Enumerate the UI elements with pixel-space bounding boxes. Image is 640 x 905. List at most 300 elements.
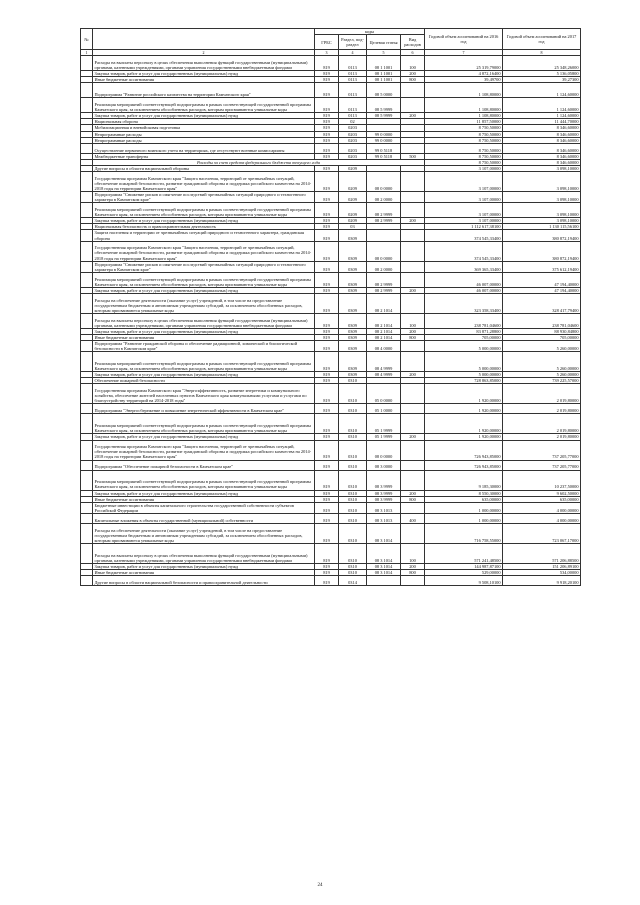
row-number-cell (81, 293, 93, 313)
amount-2016-cell: 39,49700 (425, 77, 503, 83)
exptype-cell (401, 470, 425, 490)
section-cell: 0113 (339, 83, 367, 98)
row-name-cell: Закупка товаров, работ и услуг для государственных (муниципальных) нужд (93, 218, 315, 224)
row-name-cell: Мобилизационная и вневойсковая подготовка (93, 125, 315, 131)
table-row (81, 261, 581, 272)
amount-2016-cell: 635,00000 (425, 496, 503, 502)
row-name-cell: Национальная безопасность и правоохранительная деятельность (93, 224, 315, 230)
exptype-cell: 800 (401, 496, 425, 502)
target-cell: 08 3 9999 (367, 496, 401, 502)
exptype-cell (401, 83, 425, 98)
amount-2017-cell: 8 346,60000 (503, 137, 581, 143)
amount-2017-cell: 8 346,60000 (503, 159, 581, 165)
row-number-cell (81, 414, 93, 434)
amount-2016-cell: 1 112 617,38100 (425, 224, 503, 230)
table-body (81, 56, 581, 586)
grbs-cell: 819 (315, 341, 339, 352)
exptype-cell (401, 341, 425, 352)
amount-2017-cell: 11 444,70000 (503, 119, 581, 125)
amount-2017-cell: 25 348,26000 (503, 56, 581, 71)
row-name-cell: Подпрограмма "Снижение рисков и смягчение последствий чрезвычайных ситуаций природного и техногенного характера в Камчатском крае" (93, 192, 315, 203)
amount-2016-cell: 374 545,33400 (425, 241, 503, 261)
amount-2016-cell: 4 872,16400 (425, 71, 503, 77)
section-cell: 0209 (339, 192, 367, 203)
table-row (81, 192, 581, 203)
grbs-cell: 819 (315, 153, 339, 159)
amount-2016-cell: 374 545,33400 (425, 230, 503, 241)
section-cell: 0209 (339, 218, 367, 224)
target-cell: 08 2 9999 (367, 287, 401, 293)
amount-2016-cell: 1 920,00000 (425, 434, 503, 440)
col-exptype-header: Вид расходов (401, 35, 425, 50)
exptype-cell (401, 272, 425, 287)
table-row (81, 341, 581, 352)
grbs-cell: 819 (315, 71, 339, 77)
target-cell: 08 0 0000 (367, 241, 401, 261)
table-row (81, 98, 581, 113)
amount-2017-cell: 380 872,19400 (503, 230, 581, 241)
table-row (81, 56, 581, 71)
section-cell: 0309 (339, 241, 367, 261)
grbs-cell: 819 (315, 470, 339, 490)
row-name-cell: Иные бюджетные ассигнования (93, 334, 315, 340)
section-cell: 0309 (339, 372, 367, 378)
section-cell: 0310 (339, 523, 367, 543)
row-number-cell (81, 98, 93, 113)
target-cell: 05 1 9999 (367, 434, 401, 440)
grbs-cell: 819 (315, 490, 339, 496)
grbs-cell: 819 (315, 513, 339, 523)
section-cell: 0113 (339, 77, 367, 83)
amount-2016-cell: 46 007,00000 (425, 272, 503, 287)
col-2017-header: Годовой объем ассигнований на 2017 год (503, 29, 581, 50)
target-cell: 08 2 1014 (367, 334, 401, 340)
row-name-cell: Подпрограмма "Развитие гражданской обороны и обеспечение радиационной, химической и биологической безопасности в Камчатском крае" (93, 341, 315, 352)
target-cell: 05 1 9999 (367, 414, 401, 434)
row-name-cell: Межбюджетные трансферты (93, 153, 315, 159)
target-cell: 08 4 9999 (367, 352, 401, 372)
row-name-cell: Подпрограмма "Развитие российского казачества на территории Камчатского края" (93, 83, 315, 98)
section-cell: 0309 (339, 261, 367, 272)
exptype-cell (401, 143, 425, 153)
exptype-cell (401, 293, 425, 313)
row-number-cell (81, 341, 93, 352)
row-number-cell (81, 272, 93, 287)
amount-2017-cell: 151 206,89100 (503, 563, 581, 569)
amount-2017-cell: 1 130 115,56100 (503, 224, 581, 230)
grbs-cell: 819 (315, 230, 339, 241)
row-name-cell: Бюджетные инвестиции в объекты капитального строительства государственной собственности субъектов Российской Федерации (93, 502, 315, 513)
section-cell: 0203 (339, 143, 367, 153)
row-number-cell (81, 241, 93, 261)
amount-2016-cell: 716 758,55000 (425, 523, 503, 543)
amount-2017-cell: 635,00000 (503, 496, 581, 502)
row-name-cell: Закупка товаров, работ и услуг для государственных (муниципальных) нужд (93, 328, 315, 334)
exptype-cell (401, 384, 425, 404)
row-name-cell: Закупка товаров, работ и услуг для государственных (муниципальных) нужд (93, 372, 315, 378)
target-cell: 08 2 0000 (367, 261, 401, 272)
section-cell: 0209 (339, 203, 367, 218)
target-cell: 08 3 1014 (367, 563, 401, 569)
amount-2017-cell: 1 124,60000 (503, 83, 581, 98)
col-section-header: Раздел, под-раздел (339, 35, 367, 50)
row-number-cell (81, 470, 93, 490)
table-row (81, 230, 581, 241)
row-name-cell: Осуществление первичного воинского учета на территориях, где отсутствуют военные комиссариаты (93, 143, 315, 153)
amount-2017-cell: 9 602,50000 (503, 490, 581, 496)
amount-2017-cell: 47 194,40000 (503, 287, 581, 293)
row-name-cell: Закупка товаров, работ и услуг для государственных (муниципальных) нужд (93, 113, 315, 119)
grbs-cell: 819 (315, 496, 339, 502)
exptype-cell (401, 460, 425, 470)
amount-2016-cell: 144 987,87100 (425, 563, 503, 569)
row-number-cell (81, 261, 93, 272)
section-cell: 0310 (339, 490, 367, 496)
target-cell: 08 2 0000 (367, 192, 401, 203)
exptype-cell: 500 (401, 153, 425, 159)
amount-2016-cell: 238 781,04600 (425, 313, 503, 328)
amount-2016-cell: 3 107,00000 (425, 192, 503, 203)
index-cell: 3 (315, 50, 339, 56)
row-name-cell: Подпрограмма "Снижение рисков и смягчение последствий чрезвычайных ситуаций природного и техногенного характера в Камчатском крае" (93, 261, 315, 272)
amount-2017-cell: 1 124,60000 (503, 98, 581, 113)
section-cell: 0310 (339, 496, 367, 502)
exptype-cell: 200 (401, 113, 425, 119)
amount-2017-cell: 10 237,50000 (503, 470, 581, 490)
exptype-cell: 100 (401, 56, 425, 71)
index-cell: 1 (81, 50, 93, 56)
row-number-cell (81, 460, 93, 470)
grbs-cell: 819 (315, 404, 339, 414)
amount-2017-cell: 723 067,17000 (503, 523, 581, 543)
table-row (81, 203, 581, 218)
col-grbs-header: ГРБС (315, 35, 339, 50)
section-cell: 0310 (339, 414, 367, 434)
grbs-cell: 819 (315, 98, 339, 113)
index-cell: 2 (93, 50, 315, 56)
section-cell: 0309 (339, 287, 367, 293)
target-cell: 08 2 1014 (367, 313, 401, 328)
section-cell: 0309 (339, 328, 367, 334)
row-number-cell (81, 203, 93, 218)
exptype-cell: 200 (401, 71, 425, 77)
row-name-cell: Реализация мероприятий соответствующей подпрограммы в рамках соответствующей государственной программы Камчатского края, за исключением обособленных расходов, которым присваиваются уникальные коды (93, 352, 315, 372)
table-row (81, 293, 581, 313)
amount-2016-cell: 726 943,85000 (425, 440, 503, 460)
section-cell: 0203 (339, 137, 367, 143)
target-cell: 08 1 1001 (367, 71, 401, 77)
exptype-cell: 100 (401, 543, 425, 563)
grbs-cell: 819 (315, 570, 339, 576)
row-name-cell: Закупка товаров, работ и услуг для государственных (муниципальных) нужд (93, 434, 315, 440)
row-name-cell: Иные бюджетные ассигнования (93, 570, 315, 576)
target-cell: 08 3 0000 (367, 460, 401, 470)
amount-2016-cell: 726 943,85000 (425, 460, 503, 470)
exptype-cell (401, 98, 425, 113)
exptype-cell: 200 (401, 372, 425, 378)
target-cell: 08 2 9999 (367, 272, 401, 287)
index-cell: 8 (503, 50, 581, 56)
row-name-cell: Обеспечение пожарной безопасности (93, 378, 315, 384)
grbs-cell: 819 (315, 414, 339, 434)
amount-2016-cell: 705,00000 (425, 334, 503, 340)
amount-2017-cell: 1 124,60000 (503, 113, 581, 119)
grbs-cell: 819 (315, 563, 339, 569)
target-cell: 99 0 5118 (367, 153, 401, 159)
grbs-cell: 819 (315, 502, 339, 513)
target-cell: 05 1 0000 (367, 404, 401, 414)
grbs-cell: 819 (315, 293, 339, 313)
amount-2016-cell: 369 365,33400 (425, 261, 503, 272)
target-cell: 08 3 9999 (367, 490, 401, 496)
table-row (81, 440, 581, 460)
amount-2016-cell: 728 863,85000 (425, 378, 503, 384)
section-cell: 0310 (339, 378, 367, 384)
grbs-cell: 819 (315, 218, 339, 224)
row-name-cell: Другие вопросы в области национальной безопасности и правоохранительной деятельности (93, 576, 315, 586)
target-cell: 08 5 9999 (367, 113, 401, 119)
grbs-cell: 819 (315, 137, 339, 143)
grbs-cell: 819 (315, 131, 339, 137)
exptype-cell: 800 (401, 334, 425, 340)
amount-2016-cell: 3 107,00000 (425, 203, 503, 218)
grbs-cell: 819 (315, 241, 339, 261)
row-name-cell: Реализация мероприятий соответствующей подпрограммы в рамках соответствующей государственной программы Камчатского края, за исключением обособленных расходов, которым присваиваются уникальные коды (93, 470, 315, 490)
section-cell: 03 (339, 224, 367, 230)
exptype-cell: 200 (401, 434, 425, 440)
amount-2016-cell: 5 000,00000 (425, 352, 503, 372)
amount-2016-cell: 1 108,80000 (425, 83, 503, 98)
amount-2016-cell: 5 000,00000 (425, 372, 503, 378)
amount-2016-cell: 1 920,00000 (425, 414, 503, 434)
row-name-cell: Непрограммные расходы (93, 137, 315, 143)
row-name-cell: Защита населения и территории от чрезвычайных ситуаций природного и техногенного характера, гражданская оборона (93, 230, 315, 241)
target-cell: 08 5 9999 (367, 98, 401, 113)
target-cell: 99 0 0000 (367, 137, 401, 143)
row-name-cell: Государственная программа Камчатского края "Защита населения, территорий от чрезвычайных ситуаций, обеспечение пожарной безопасности, развитие гражданской обороны и поддержка российского казачества на 2014-2018 годы на территории Камчатского края" (93, 241, 315, 261)
amount-2017-cell: 328 417,79400 (503, 293, 581, 313)
amount-2016-cell: 3 107,00000 (425, 218, 503, 224)
table-row (81, 414, 581, 434)
amount-2017-cell: 739 225,57000 (503, 378, 581, 384)
amount-2017-cell: 534,00000 (503, 570, 581, 576)
exptype-cell: 200 (401, 563, 425, 569)
row-number-cell (81, 523, 93, 543)
amount-2017-cell: 2 019,80000 (503, 384, 581, 404)
amount-2016-cell: 1 920,00000 (425, 384, 503, 404)
row-name-cell: Расходы за счет средств федерального бюджета текущего года (93, 159, 425, 165)
grbs-cell: 819 (315, 378, 339, 384)
grbs-cell: 819 (315, 272, 339, 287)
codes-header: коды (315, 29, 425, 35)
amount-2017-cell: 4 000,00000 (503, 502, 581, 513)
row-number-cell (81, 143, 93, 153)
amount-2016-cell: 5 000,00000 (425, 341, 503, 352)
target-cell: 08 2 1014 (367, 328, 401, 334)
section-cell: 0309 (339, 352, 367, 372)
amount-2016-cell: 3 107,00000 (425, 165, 503, 171)
exptype-cell (401, 241, 425, 261)
section-cell: 0113 (339, 98, 367, 113)
target-cell: 05 0 0000 (367, 384, 401, 404)
amount-2016-cell: 11 857,50000 (425, 119, 503, 125)
amount-2017-cell: 737 205,77000 (503, 460, 581, 470)
section-cell: 0203 (339, 125, 367, 131)
row-number-cell (81, 56, 93, 71)
amount-2017-cell: 737 205,77000 (503, 440, 581, 460)
section-cell: 0309 (339, 293, 367, 313)
section-cell: 0310 (339, 470, 367, 490)
target-cell: 08 3 1013 (367, 513, 401, 523)
amount-2017-cell: 5 260,00000 (503, 352, 581, 372)
table-row (81, 83, 581, 98)
amount-2017-cell: 5 260,00000 (503, 341, 581, 352)
amount-2016-cell: 571 241,48500 (425, 543, 503, 563)
row-name-cell: Расходы на обеспечение деятельности (оказание услуг) учреждений, в том числе на предоставление государственным бюджетным и автономным учреждениям субсидий, за исключением обособленных расходов, которым присваиваются уникальные коды (93, 293, 315, 313)
amount-2017-cell: 88 930,84800 (503, 328, 581, 334)
row-name-cell: Расходы на выплаты персоналу в целях обеспечения выполнения функций государственными (муниципальными) органами, казенными учреждениями, органами управления государственными внебюджетными фондами (93, 313, 315, 328)
amount-2017-cell: 8 346,60000 (503, 131, 581, 137)
table-row (81, 513, 581, 523)
grbs-cell: 819 (315, 77, 339, 83)
amount-2016-cell: 1 920,00000 (425, 404, 503, 414)
target-cell: 08 4 0000 (367, 341, 401, 352)
target-cell: 99 0 0000 (367, 131, 401, 137)
grbs-cell: 819 (315, 83, 339, 98)
row-name-cell: Реализация мероприятий соответствующей подпрограммы в рамках соответствующей государственной программы Камчатского края, за исключением обособленных расходов, которым присваиваются уникальные коды (93, 272, 315, 287)
amount-2017-cell: 39,27300 (503, 77, 581, 83)
target-cell: 08 3 1014 (367, 543, 401, 563)
section-cell: 0309 (339, 341, 367, 352)
grbs-cell: 819 (315, 125, 339, 131)
section-cell: 0203 (339, 153, 367, 159)
amount-2017-cell: 9 918,20100 (503, 576, 581, 586)
target-cell: 08 1 1001 (367, 56, 401, 71)
exptype-cell: 200 (401, 328, 425, 334)
amount-2017-cell: 375 612,19400 (503, 261, 581, 272)
row-number-cell (81, 230, 93, 241)
amount-2017-cell: 8 346,60000 (503, 153, 581, 159)
target-cell: 08 3 1013 (367, 502, 401, 513)
grbs-cell: 819 (315, 434, 339, 440)
row-name-cell: Закупка товаров, работ и услуг для государственных (муниципальных) нужд (93, 563, 315, 569)
row-name-cell: Расходы на обеспечение деятельности (оказание услуг) учреждений, в том числе на предоставление государственным бюджетным и автономным учреждениям субсидий, за исключением обособленных расходов, которым присваиваются уникальные коды (93, 523, 315, 543)
row-number-cell (81, 313, 93, 328)
target-cell: 08 3 9999 (367, 470, 401, 490)
grbs-cell: 819 (315, 372, 339, 378)
section-cell: 02 (339, 119, 367, 125)
amount-2017-cell: 47 194,40000 (503, 272, 581, 287)
table-row (81, 523, 581, 543)
section-cell: 0113 (339, 113, 367, 119)
target-cell: 08 2 9999 (367, 218, 401, 224)
section-cell: 0310 (339, 434, 367, 440)
row-number-cell (81, 192, 93, 203)
exptype-cell (401, 203, 425, 218)
exptype-cell: 400 (401, 513, 425, 523)
amount-2017-cell: 3 098,10000 (503, 192, 581, 203)
section-cell: 0310 (339, 543, 367, 563)
grbs-cell: 819 (315, 56, 339, 71)
col-2016-header: Годовой объем ассигнований на 2016 год (425, 29, 503, 50)
section-cell: 0309 (339, 230, 367, 241)
table-row (81, 460, 581, 470)
row-number-cell (81, 83, 93, 98)
amount-2016-cell: 8 750,50000 (425, 137, 503, 143)
index-cell: 7 (425, 50, 503, 56)
amount-2016-cell: 3 107,00000 (425, 172, 503, 192)
row-name-cell: Другие вопросы в области национальной обороны (93, 165, 315, 171)
amount-2017-cell: 3 098,10000 (503, 203, 581, 218)
exptype-cell: 100 (401, 313, 425, 328)
amount-2017-cell: 8 346,60000 (503, 143, 581, 153)
grbs-cell: 819 (315, 352, 339, 372)
section-cell: 0309 (339, 334, 367, 340)
exptype-cell (401, 352, 425, 372)
exptype-cell: 200 (401, 490, 425, 496)
table-row (81, 241, 581, 261)
index-cell: 6 (401, 50, 425, 56)
exptype-cell (401, 192, 425, 203)
page-number: 24 (317, 883, 323, 888)
row-name-cell: Непрограммные расходы (93, 131, 315, 137)
section-cell: 0113 (339, 71, 367, 77)
row-name-cell: Государственная программа Камчатского края "Энергоэффективность, развитие энергетики и коммунального хозяйства, обеспечение жителей населенных пунктов Камчатского края коммунальными услугами и услугами по благоустройству территорий на 2014-2018 годы" (93, 384, 315, 404)
row-number-cell (81, 576, 93, 586)
grbs-cell: 819 (315, 523, 339, 543)
target-cell: 08 4 9999 (367, 372, 401, 378)
exptype-cell (401, 523, 425, 543)
exptype-cell (401, 261, 425, 272)
amount-2016-cell: 46 007,00000 (425, 287, 503, 293)
amount-2016-cell: 25 319,79000 (425, 56, 503, 71)
table-row (81, 172, 581, 192)
row-name-cell: Закупка товаров, работ и услуг для государственных (муниципальных) нужд (93, 71, 315, 77)
amount-2017-cell: 8 346,60000 (503, 125, 581, 131)
grbs-cell: 819 (315, 460, 339, 470)
amount-2016-cell: 1 108,80000 (425, 113, 503, 119)
table-row (81, 352, 581, 372)
exptype-cell (401, 230, 425, 241)
exptype-cell: 200 (401, 218, 425, 224)
grbs-cell: 819 (315, 113, 339, 119)
target-cell (367, 230, 401, 241)
row-name-cell: Национальная оборона (93, 119, 315, 125)
target-cell: 08 2 9999 (367, 203, 401, 218)
exptype-cell: 200 (401, 287, 425, 293)
section-cell: 0113 (339, 56, 367, 71)
exptype-cell (401, 502, 425, 513)
amount-2016-cell: 8 550,30000 (425, 490, 503, 496)
table-row (81, 543, 581, 563)
amount-2016-cell: 1 000,00000 (425, 513, 503, 523)
grbs-cell: 819 (315, 328, 339, 334)
table-row (81, 404, 581, 414)
exptype-cell (401, 404, 425, 414)
row-name-cell: Закупка товаров, работ и услуг для государственных (муниципальных) нужд (93, 490, 315, 496)
section-cell: 0310 (339, 404, 367, 414)
section-cell: 0203 (339, 131, 367, 137)
target-cell: 08 3 1014 (367, 523, 401, 543)
section-cell: 0314 (339, 576, 367, 586)
grbs-cell: 819 (315, 143, 339, 153)
row-name-cell: Капитальные вложения в объекты государственной (муниципальной) собственности (93, 513, 315, 523)
amount-2016-cell: 1 000,00000 (425, 502, 503, 513)
target-cell (367, 576, 401, 586)
target-cell: 08 0 0000 (367, 172, 401, 192)
row-name-cell: Иные бюджетные ассигнования (93, 77, 315, 83)
amount-2017-cell: 571 206,88500 (503, 543, 581, 563)
